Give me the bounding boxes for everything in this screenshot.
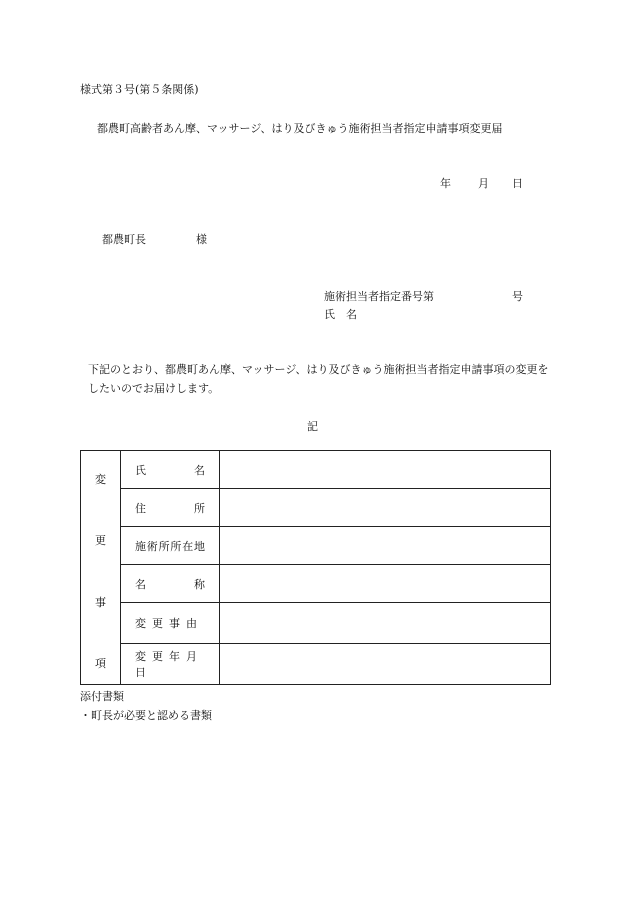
row-label-clinic-location: 施術所所在地 bbox=[121, 527, 220, 565]
row-label-clinic-name: 名称 bbox=[121, 565, 220, 603]
name-field[interactable] bbox=[220, 451, 551, 489]
registration-number-label: 施術担当者指定番号第 bbox=[324, 290, 434, 303]
clinic-name-field[interactable] bbox=[220, 565, 551, 603]
attachments-title: 添付書類 bbox=[80, 690, 124, 703]
change-reason-field[interactable] bbox=[220, 603, 551, 644]
addressee-honorific: 様 bbox=[196, 233, 207, 246]
row-label-name: 氏名 bbox=[121, 451, 220, 489]
addressee-name: 都農町長 bbox=[102, 233, 146, 246]
group-char: 変 bbox=[95, 473, 106, 486]
applicant-name-label: 氏 名 bbox=[324, 308, 357, 321]
row-label-change-reason: 変更事由 bbox=[121, 603, 220, 644]
row-label-address: 住所 bbox=[121, 489, 220, 527]
row-label-change-date: 変更年月日 bbox=[121, 644, 220, 685]
group-char: 更 bbox=[95, 534, 106, 548]
attachment-item: ・町長が必要と認める書類 bbox=[80, 709, 212, 722]
form-number: 様式第３号(第５条関係) bbox=[80, 83, 199, 96]
document-title: 都農町高齢者あん摩、マッサージ、はり及びきゅう施術担当者指定申請事項変更届 bbox=[97, 122, 503, 135]
group-char: 事 bbox=[95, 595, 106, 609]
change-date-field[interactable] bbox=[220, 644, 551, 685]
date-year: 年 bbox=[440, 177, 451, 190]
body-text: 下記のとおり、都農町あん摩、マッサージ、はり及びきゅう施術担当者指定申請事項の変更をしたいのでお届けします。 bbox=[88, 363, 549, 395]
change-items-group-label bbox=[81, 451, 121, 685]
change-table bbox=[80, 450, 551, 685]
ki-heading: 記 bbox=[307, 420, 318, 433]
registration-number-suffix: 号 bbox=[512, 290, 523, 303]
date-month: 月 bbox=[478, 177, 489, 190]
clinic-location-field[interactable] bbox=[220, 527, 551, 565]
group-char: 項 bbox=[95, 656, 106, 670]
date-day: 日 bbox=[512, 177, 523, 190]
address-field[interactable] bbox=[220, 489, 551, 527]
